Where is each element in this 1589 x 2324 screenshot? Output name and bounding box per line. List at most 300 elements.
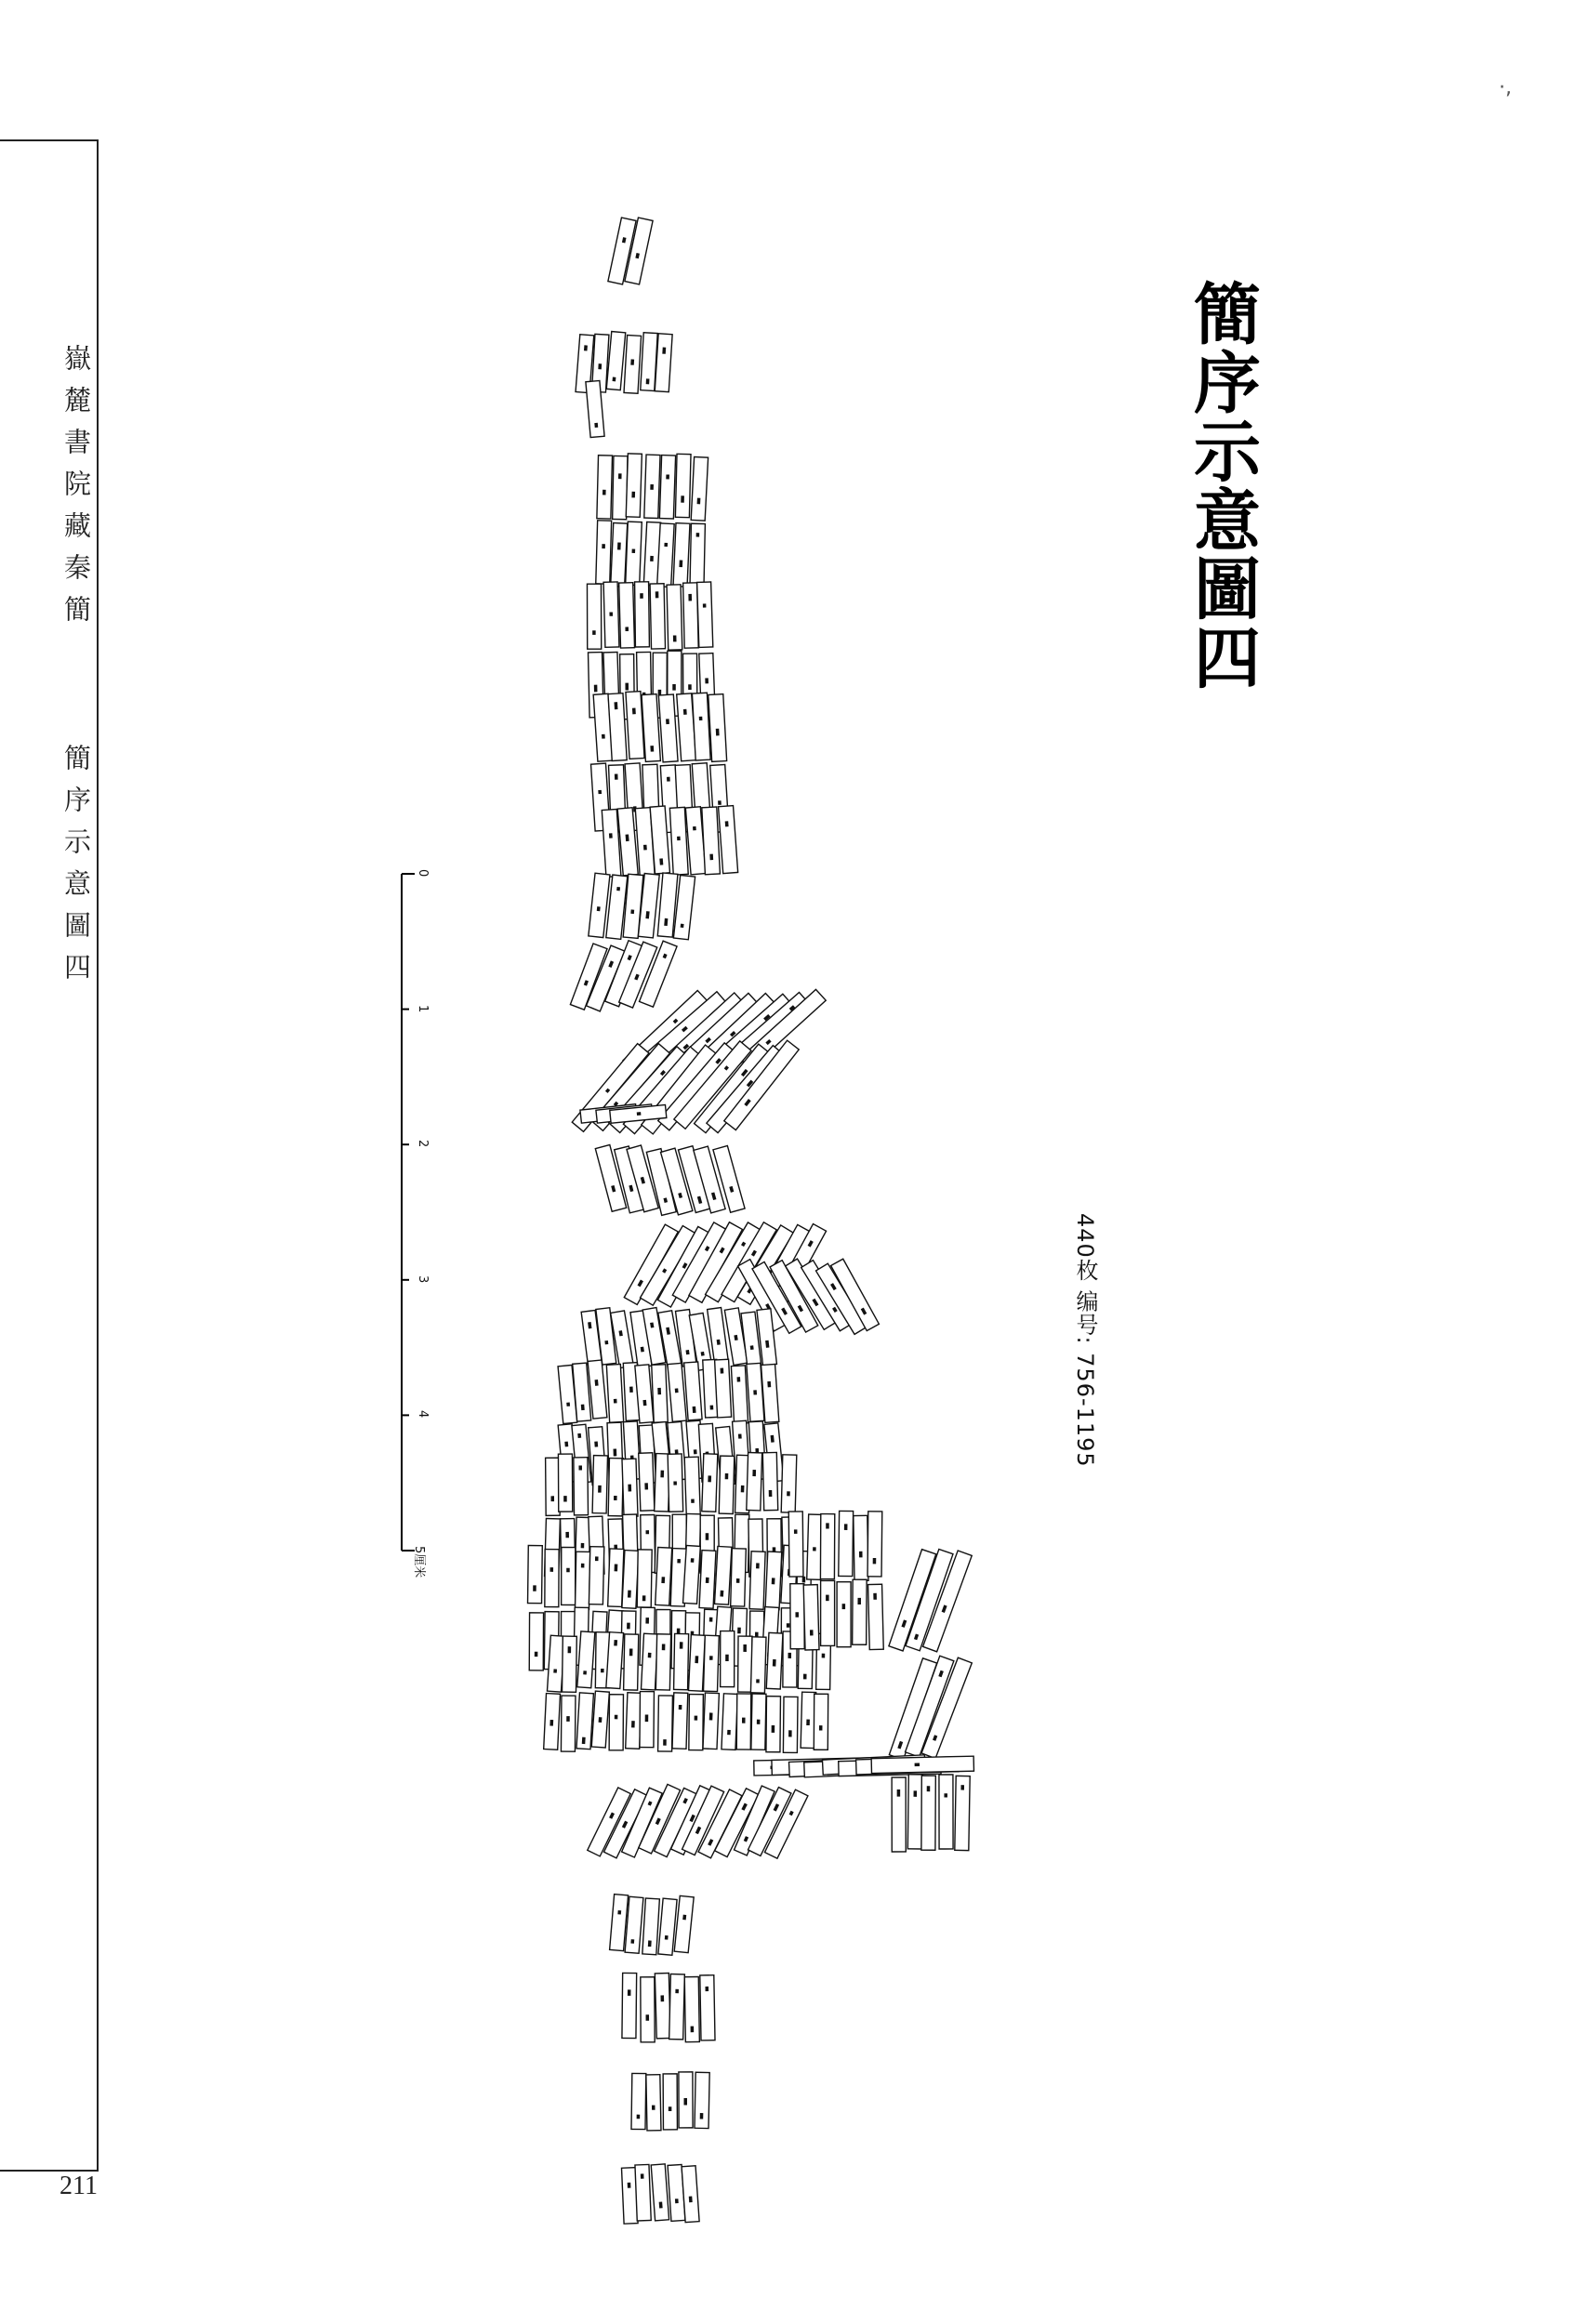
slip-number-mark — [602, 734, 605, 739]
bamboo-slip — [689, 1695, 704, 1750]
bamboo-slip — [683, 1546, 701, 1604]
bamboo-slip — [871, 1756, 973, 1773]
slip-number-mark — [602, 490, 606, 495]
slip-number-mark — [694, 1449, 697, 1454]
bamboo-slip — [907, 1775, 922, 1849]
bamboo-slip — [821, 1580, 835, 1645]
slip-number-mark — [725, 1473, 729, 1479]
slip-number-mark — [709, 1618, 713, 1622]
slip-number-mark — [581, 1543, 585, 1549]
bamboo-slip — [659, 456, 675, 519]
slip-number-mark — [637, 1112, 642, 1116]
bamboo-slip — [700, 1975, 715, 2040]
bamboo-slip — [558, 1454, 572, 1512]
corner-mark: ·, — [1499, 76, 1512, 99]
slip-number-mark — [615, 1565, 618, 1572]
slip-number-mark — [629, 1387, 633, 1393]
bamboo-slip — [592, 1456, 607, 1513]
bamboo-slip — [576, 1552, 590, 1609]
slip-number-mark — [602, 544, 605, 548]
bamboo-slip — [608, 693, 627, 761]
bamboo-slip — [626, 454, 642, 517]
bamboo-slip — [622, 1551, 639, 1609]
slip-number-mark — [659, 2201, 663, 2208]
bamboo-slip — [708, 694, 727, 762]
slip-number-mark — [609, 612, 613, 615]
slip-number-mark — [772, 1578, 775, 1584]
slip-number-mark — [616, 887, 620, 891]
bamboo-slip — [867, 1512, 882, 1577]
slip-number-mark — [645, 1618, 649, 1624]
bamboo-slip — [673, 523, 690, 588]
slip-number-mark — [705, 678, 708, 683]
bamboo-slip — [854, 1515, 868, 1580]
slip-number-mark — [594, 685, 598, 693]
bamboo-slip — [587, 584, 601, 649]
slip-number-mark — [630, 1939, 634, 1944]
slip-number-mark — [667, 777, 670, 782]
slip-number-mark — [691, 1499, 695, 1503]
slip-number-mark — [681, 495, 684, 503]
slip-number-mark — [568, 1646, 572, 1653]
sidebar-section-title: 簡序示意圖四 — [60, 744, 92, 995]
slip-number-mark — [583, 1670, 587, 1674]
bamboo-slip — [657, 523, 675, 588]
bamboo-slip — [619, 583, 635, 648]
bamboo-slip — [589, 1547, 603, 1604]
slip-number-mark — [594, 1442, 598, 1447]
slip-number-mark — [696, 533, 700, 536]
slip-number-mark — [665, 1935, 669, 1940]
slip-number-mark — [673, 635, 677, 641]
bamboo-slip — [655, 1547, 672, 1605]
slip-number-mark — [566, 1403, 570, 1406]
slip-number-mark — [581, 1564, 585, 1568]
bamboo-slip — [683, 583, 699, 648]
slip-number-mark — [675, 1388, 679, 1393]
slip-number-mark — [630, 359, 634, 364]
slip-number-mark — [637, 2115, 641, 2119]
slip-number-mark — [720, 1591, 723, 1597]
slip-number-mark — [595, 1556, 599, 1561]
slip-number-mark — [810, 1630, 814, 1635]
bamboo-slip — [635, 582, 650, 647]
slip-number-mark — [691, 1558, 695, 1563]
slip-number-mark — [581, 1405, 585, 1411]
bamboo-slip — [545, 1550, 559, 1607]
slip-number-mark — [756, 1563, 760, 1568]
bamboo-slip — [669, 1974, 685, 2040]
slip-number-mark — [628, 1591, 631, 1598]
slip-number-mark — [806, 1720, 810, 1725]
slip-number-mark — [564, 1442, 568, 1447]
bamboo-slip — [622, 1973, 637, 2038]
bamboo-slip — [608, 1459, 623, 1516]
slip-number-mark — [642, 1595, 646, 1601]
slip-number-mark — [915, 1763, 920, 1766]
slip-number-mark — [697, 498, 701, 505]
bamboo-slip — [528, 1546, 543, 1604]
slip-number-mark — [625, 683, 629, 691]
slip-number-mark — [598, 363, 602, 369]
slip-number-mark — [683, 709, 687, 715]
slip-number-mark — [913, 1790, 917, 1796]
bamboo-slip — [529, 1613, 543, 1670]
slip-number-mark — [666, 719, 669, 724]
bamboo-slip — [609, 1695, 623, 1750]
slip-number-mark — [787, 1623, 790, 1628]
slip-number-mark — [535, 1652, 538, 1657]
slip-number-mark — [960, 1785, 964, 1789]
bamboo-slip — [611, 522, 628, 587]
slip-number-mark — [718, 800, 722, 805]
bamboo-slip — [635, 2164, 651, 2221]
slip-number-mark — [650, 484, 654, 490]
slip-number-mark — [566, 1716, 570, 1722]
slip-number-mark — [644, 1483, 648, 1489]
slip-number-mark — [598, 790, 602, 794]
bamboo-slip — [561, 1696, 576, 1751]
slip-number-mark — [533, 1585, 536, 1591]
slip-number-mark — [604, 1340, 608, 1344]
slip-number-mark — [664, 918, 668, 926]
slip-number-mark — [703, 603, 707, 607]
slip-number-mark — [826, 1595, 829, 1602]
bamboo-slip — [781, 1455, 797, 1512]
bamboo-slip — [606, 332, 625, 390]
slip-number-mark — [767, 1381, 771, 1387]
slip-number-mark — [645, 1530, 649, 1534]
bamboo-slip — [731, 1366, 748, 1424]
slip-number-mark — [614, 1640, 617, 1646]
slip-number-mark — [613, 377, 616, 382]
bamboo-slip — [749, 1552, 765, 1609]
slip-number-mark — [677, 1559, 681, 1564]
slip-number-mark — [609, 833, 613, 838]
slip-number-mark — [679, 561, 682, 568]
slip-number-mark — [550, 1567, 554, 1572]
slip-number-mark — [615, 773, 618, 779]
bamboo-slip — [674, 1895, 694, 1952]
slip-number-mark — [660, 1471, 664, 1478]
slip-number-mark — [669, 2106, 672, 2111]
slip-number-mark — [643, 845, 647, 851]
bamboo-slip — [839, 1511, 854, 1576]
slip-number-mark — [679, 1705, 682, 1710]
slip-number-mark — [626, 835, 629, 842]
bamboo-slip — [837, 1582, 851, 1647]
slip-number-mark — [706, 1578, 709, 1583]
slip-number-mark — [617, 1910, 621, 1915]
slip-number-mark — [873, 1558, 877, 1564]
slip-number-mark — [601, 1669, 604, 1672]
slip-count-note: 440枚 编号: 756-1195 — [1072, 1213, 1098, 1468]
slip-number-mark — [641, 2173, 644, 2178]
slip-number-mark — [650, 746, 654, 752]
bamboo-slip — [892, 1777, 906, 1852]
bamboo-slip — [719, 1456, 735, 1513]
bamboo-slip — [722, 1694, 737, 1750]
bamboo-slip — [597, 456, 613, 519]
slip-number-mark — [688, 684, 692, 690]
slip-number-mark — [650, 556, 654, 561]
bamboo-slip — [626, 522, 642, 586]
bamboo-slip — [639, 1453, 655, 1511]
slip-number-mark — [614, 1496, 617, 1500]
slip-number-mark — [813, 1547, 816, 1551]
slip-number-mark — [625, 627, 629, 631]
scale-tick-label: 3 — [416, 1274, 430, 1284]
slip-number-mark — [680, 1642, 683, 1648]
slip-number-mark — [646, 378, 650, 384]
slip-number-mark — [592, 630, 596, 635]
bamboo-slip — [577, 1631, 595, 1688]
slip-number-mark — [708, 1475, 711, 1482]
bamboo-slip — [695, 2072, 709, 2128]
slip-number-mark — [563, 1496, 567, 1501]
slip-number-mark — [710, 1406, 714, 1410]
slip-number-mark — [750, 1345, 754, 1350]
slip-number-mark — [594, 423, 598, 428]
slip-number-mark — [629, 1648, 633, 1656]
bamboo-slip — [606, 1365, 623, 1423]
slip-number-mark — [819, 1725, 823, 1730]
slip-number-mark — [614, 1448, 617, 1456]
slip-number-mark — [577, 1433, 581, 1438]
slip-number-mark — [657, 1388, 661, 1394]
slip-number-mark — [691, 2027, 695, 2033]
slip-number-mark — [582, 1737, 586, 1744]
bamboo-slip — [655, 1974, 670, 2039]
bamboo-slip — [641, 1977, 655, 2042]
slip-number-mark — [599, 1717, 602, 1723]
slip-number-mark — [794, 1529, 798, 1534]
slip-number-mark — [689, 2196, 693, 2202]
slip-number-mark — [709, 1656, 713, 1660]
bamboo-slip — [697, 582, 713, 647]
slip-number-mark — [628, 2183, 631, 2188]
slip-number-mark — [927, 1786, 931, 1791]
slip-number-mark — [618, 473, 622, 479]
bamboo-slip — [939, 1775, 953, 1849]
slip-number-mark — [756, 1679, 760, 1683]
bamboo-slip — [702, 1454, 718, 1512]
scale-tick-label: 5厘米 — [412, 1546, 426, 1578]
main-title: 簡序示意圖四 — [1183, 279, 1262, 692]
slip-number-mark — [646, 2014, 650, 2021]
book-title: 嶽麓書院藏秦簡 — [60, 344, 92, 637]
slip-number-mark — [873, 1593, 877, 1600]
bamboo-slip — [731, 1549, 747, 1606]
slip-number-mark — [826, 1523, 829, 1528]
slip-number-mark — [683, 2098, 687, 2105]
slip-number-mark — [632, 708, 636, 715]
slip-number-mark — [795, 1612, 799, 1618]
bamboo-slip — [702, 807, 721, 875]
bamboo-slip — [719, 806, 738, 874]
slip-number-mark — [681, 924, 684, 928]
slip-number-mark — [632, 549, 636, 553]
bamboo-slip — [853, 1579, 867, 1644]
slip-number-mark — [788, 1653, 792, 1658]
slip-number-mark — [682, 1915, 686, 1921]
bamboo-slip — [624, 1634, 639, 1690]
scale-tick-label: 1 — [416, 1004, 430, 1012]
slip-number-mark — [699, 717, 703, 720]
slip-number-mark — [673, 1481, 677, 1485]
bamboo-slip — [783, 1697, 798, 1752]
slip-number-mark — [662, 348, 666, 354]
bamboo-slip — [646, 2075, 661, 2131]
scale-tick-label: 4 — [416, 1410, 430, 1419]
slip-number-mark — [706, 1987, 709, 1991]
bamboo-slip — [750, 1637, 766, 1693]
slip-number-mark — [659, 858, 663, 865]
slip-number-mark — [662, 1644, 666, 1650]
slip-number-mark — [769, 1490, 773, 1497]
slip-number-mark — [631, 1721, 635, 1727]
slip-number-mark — [641, 1347, 644, 1353]
slip-number-mark — [742, 1718, 746, 1723]
slip-number-mark — [859, 1552, 863, 1558]
slip-number-mark — [772, 1725, 775, 1733]
bamboo-slip — [788, 1512, 803, 1577]
slip-number-mark — [757, 1720, 761, 1724]
bamboo-slip — [682, 2166, 699, 2223]
slip-number-mark — [664, 543, 668, 547]
slip-number-mark — [788, 1730, 792, 1736]
slip-number-mark — [614, 1399, 617, 1404]
bamboo-slip — [596, 521, 612, 584]
bamboo-slip — [692, 693, 710, 760]
slip-number-mark — [642, 1400, 646, 1406]
slip-number-mark — [584, 345, 588, 350]
slip-number-mark — [648, 1940, 652, 1947]
slip-number-mark — [709, 854, 713, 861]
slip-number-mark — [822, 1654, 826, 1658]
slip-number-mark — [897, 1789, 901, 1797]
bamboo-slip — [691, 456, 708, 521]
slip-number-mark — [803, 1674, 807, 1680]
slip-number-mark — [663, 1739, 667, 1746]
scale-tick-label: 0 — [416, 869, 430, 878]
slip-number-mark — [725, 821, 729, 826]
page-number: 211 — [60, 2172, 98, 2200]
slip-number-mark — [630, 909, 634, 914]
slip-number-mark — [752, 1470, 756, 1476]
slip-number-mark — [661, 1577, 665, 1583]
slip-number-mark — [631, 492, 635, 498]
slip-number-mark — [741, 1486, 745, 1493]
slip-number-mark — [550, 1496, 554, 1501]
slip-number-mark — [842, 1604, 846, 1609]
slip-number-mark — [615, 702, 618, 709]
slip-number-mark — [738, 1433, 742, 1438]
slip-number-mark — [566, 1568, 570, 1573]
slip-number-mark — [725, 1655, 729, 1661]
slip-number-mark — [857, 1598, 861, 1604]
bamboo-slip — [684, 1457, 700, 1514]
bamboo-slip — [608, 1549, 624, 1607]
slip-number-mark — [773, 1659, 776, 1667]
slip-number-mark — [695, 1716, 698, 1721]
bamboo-slip — [663, 2074, 677, 2130]
slip-number-mark — [944, 1793, 947, 1797]
slip-number-mark — [727, 1730, 731, 1735]
slip-number-mark — [550, 1720, 553, 1726]
slip-number-mark — [675, 2199, 679, 2203]
slip-number-mark — [672, 684, 676, 691]
slip-number-mark — [615, 1715, 618, 1720]
bamboo-slip — [762, 1452, 777, 1510]
slip-number-mark — [655, 591, 659, 598]
scale-tick-label: 2 — [416, 1140, 430, 1148]
slip-number-mark — [617, 543, 621, 550]
slip-number-mark — [743, 1644, 747, 1652]
slip-number-mark — [553, 1669, 557, 1672]
slip-number-mark — [645, 1714, 649, 1722]
slip-number-mark — [695, 1656, 698, 1663]
slip-number-mark — [709, 1712, 713, 1720]
bamboo-slip — [655, 334, 672, 392]
slip-number-mark — [627, 1623, 630, 1630]
slip-number-mark — [693, 826, 696, 830]
slip-number-mark — [737, 1628, 741, 1634]
slip-number-mark — [736, 1578, 740, 1583]
slip-number-mark — [652, 2106, 655, 2110]
slip-number-mark — [675, 1989, 679, 1993]
slip-number-mark — [660, 1995, 664, 2001]
bamboo-slip — [704, 1635, 720, 1691]
bamboo-slip — [814, 1694, 828, 1750]
slip-number-mark — [701, 1352, 705, 1356]
slip-number-mark — [787, 1491, 790, 1496]
bamboo-slip — [562, 1636, 576, 1692]
bamboo-slip — [651, 2164, 669, 2221]
bamboo-slip — [655, 1634, 670, 1690]
slip-number-mark — [677, 837, 681, 841]
slip-number-mark — [716, 729, 720, 736]
slip-number-mark — [753, 1390, 757, 1394]
slip-number-mark — [693, 1406, 696, 1413]
bamboo-slip — [747, 1452, 762, 1510]
slip-number-mark — [737, 1377, 741, 1381]
slip-number-mark — [565, 1532, 569, 1538]
bamboo-slip — [703, 1693, 719, 1750]
slip-number-mark — [578, 1465, 582, 1470]
bamboo-slip — [766, 1697, 781, 1752]
slip-number-mark — [640, 593, 643, 599]
slip-number-mark — [628, 1485, 631, 1492]
slip-number-mark — [648, 1653, 652, 1658]
slip-number-mark — [844, 1524, 848, 1530]
bamboo-slip — [675, 454, 691, 517]
slip-number-mark — [802, 1577, 806, 1583]
bamboo-slip — [669, 807, 688, 875]
slip-number-mark — [700, 2113, 704, 2119]
bamboo-slip — [641, 1633, 657, 1690]
slip-number-mark — [595, 1380, 599, 1386]
slip-number-mark — [597, 906, 601, 911]
bamboo-slip — [803, 1585, 819, 1650]
slip-number-mark — [706, 1533, 709, 1540]
bamboo-slips — [528, 218, 974, 2224]
slip-number-mark — [666, 474, 669, 479]
slip-number-mark — [688, 594, 692, 601]
slip-number-mark — [598, 1486, 602, 1493]
bamboo-slip — [672, 1693, 688, 1749]
slip-number-mark — [628, 1989, 631, 1996]
